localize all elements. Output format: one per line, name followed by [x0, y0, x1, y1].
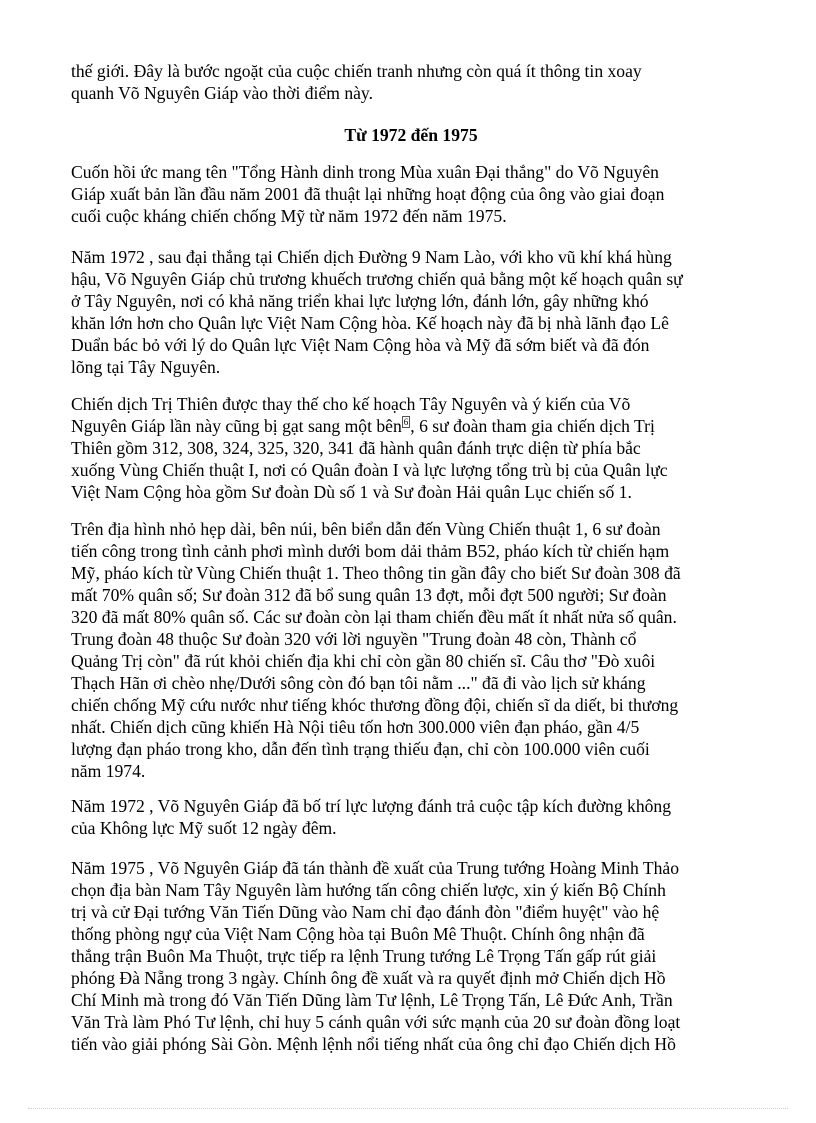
text-line: cuối cuộc kháng chiến chống Mỹ từ năm 1972 đến năm 1975.: [71, 206, 507, 226]
section-title: Từ 1972 đến 1975: [344, 125, 478, 145]
text-line: Duẩn bác bỏ với lý do Quân lực Việt Nam Cộng hòa và Mỹ đã sớm biết và đã đón: [71, 335, 650, 355]
paragraph-2: [71, 246, 751, 378]
footnote-reference-link[interactable]: 6: [403, 417, 409, 428]
text-line: phóng Đà Nẵng trong 3 ngày. Chính ông đề xuất và ra quyết định mở Chiến dịch Hồ: [71, 968, 666, 988]
text-line: Chiến dịch Trị Thiên được thay thế cho kế hoạch Tây Nguyên và ý kiến của Võ: [71, 394, 631, 414]
text-line: Chí Minh mà trong đó Văn Tiến Dũng làm Tư lệnh, Lê Trọng Tấn, Lê Đức Anh, Trần: [71, 990, 673, 1010]
text-line: chiến chống Mỹ cứu nước như tiếng khóc thương đồng đội, chiến sĩ da diết, bi thương: [71, 695, 679, 715]
text-line: tiến vào giải phóng Sài Gòn. Mệnh lệnh nổi tiếng nhất của ông chỉ đạo Chiến dịch Hồ: [71, 1034, 676, 1054]
text-line: Trung đoàn 48 thuộc Sư đoàn 320 với lời nguyền "Trung đoàn 48 còn, Thành cổ: [71, 629, 637, 649]
text-line: xuống Vùng Chiến thuật I, nơi có Quân đoàn I và lực lượng tổng trù bị của Quân lực: [71, 460, 668, 480]
text-line: Năm 1972 , sau đại thắng tại Chiến dịch Đường 9 Nam Lào, với kho vũ khí khá hùng: [71, 247, 672, 267]
text-line: lượng đạn pháo trong kho, dẫn đến tình trạng thiếu đạn, chỉ còn 100.000 viên cuối: [71, 739, 650, 759]
paragraph-4: [71, 518, 751, 782]
text-line: Giáp xuất bản lần đầu năm 2001 đã thuật lại những hoạt động của ông vào giai đoạn: [71, 184, 665, 204]
text-line: 320 đã mất 80% quân số. Các sư đoàn còn lại tham chiến đều mất ít nhất nửa số quân.: [71, 607, 677, 627]
text-segment: , 6 sư đoàn tham gia chiến dịch Trị: [410, 416, 655, 436]
text-line: lõng tại Tây Nguyên.: [71, 357, 221, 377]
text-line: Năm 1975 , Võ Nguyên Giáp đã tán thành đề xuất của Trung tướng Hoàng Minh Thảo: [71, 858, 679, 878]
text-line: Văn Trà làm Phó Tư lệnh, chỉ huy 5 cánh quân với sức mạnh của 20 sư đoàn đồng loạt: [71, 1012, 681, 1032]
text-line: quanh Võ Nguyên Giáp vào thời điểm này.: [71, 83, 373, 103]
text-line: ở Tây Nguyên, nơi có khả năng triển khai lực lượng lớn, đánh lớn, gây những khó: [71, 291, 649, 311]
text-line: khăn lớn hơn cho Quân lực Việt Nam Cộng hòa. Kế hoạch này đã bị nhà lãnh đạo Lê: [71, 313, 669, 333]
paragraph-5: [71, 795, 751, 839]
paragraph-1: [71, 161, 751, 227]
text-line: Cuốn hồi ức mang tên "Tổng Hành dinh trong Mùa xuân Đại thắng" do Võ Nguyên: [71, 162, 659, 182]
page-bottom-divider: [28, 1108, 788, 1109]
text-line: mất 70% quân số; Sư đoàn 312 đã bổ sung quân 13 đợt, mỗi đợt 500 người; Sư đoàn: [71, 585, 667, 605]
text-line: thống phòng ngự của Việt Nam Cộng hòa tại Buôn Mê Thuột. Chính ông nhận đã: [71, 924, 645, 944]
text-line: Mỹ, pháo kích từ Vùng Chiến thuật 1. Theo thông tin gần đây cho biết Sư đoàn 308 đã: [71, 563, 681, 583]
text-line: nhất. Chiến dịch cũng khiến Hà Nội tiêu tốn hơn 300.000 viên đạn pháo, gần 4/5: [71, 717, 640, 737]
text-line: Thạch Hãn ơi chèo nhẹ/Dưới sông còn đó bạn tôi nằm ..." đã đi vào lịch sử kháng: [71, 673, 646, 693]
paragraph-3: [71, 393, 751, 503]
text-line: Trên địa hình nhỏ hẹp dài, bên núi, bên biển dẫn đến Vùng Chiến thuật 1, 6 sư đoàn: [71, 519, 661, 539]
text-line: thế giới. Đây là bước ngoặt của cuộc chiến tranh nhưng còn quá ít thông tin xoay: [71, 61, 642, 81]
text-line: [71, 415, 751, 437]
text-segment: Nguyên Giáp lần này cũng bị gạt sang một bên: [71, 416, 402, 436]
text-line: Năm 1972 , Võ Nguyên Giáp đã bố trí lực lượng đánh trả cuộc tập kích đường không: [71, 796, 671, 816]
text-line: chọn địa bàn Nam Tây Nguyên làm hướng tấn công chiến lược, xin ý kiến Bộ Chính: [71, 880, 666, 900]
text-line: của Không lực Mỹ suốt 12 ngày đêm.: [71, 818, 337, 838]
text-line: thắng trận Buôn Ma Thuột, trực tiếp ra lệnh Trung tướng Lê Trọng Tấn gấp rút giải: [71, 946, 657, 966]
paragraph-6: [71, 857, 751, 1055]
text-line: trị và cử Đại tướng Văn Tiến Dũng vào Nam chỉ đạo đánh đòn "điểm huyệt" vào hệ: [71, 902, 660, 922]
text-line: Việt Nam Cộng hòa gồm Sư đoàn Dù số 1 và Sư đoàn Hải quân Lục chiến số 1.: [71, 482, 632, 502]
text-line: năm 1974.: [71, 761, 146, 781]
text-line: Quảng Trị còn" đã rút khỏi chiến địa khi chỉ còn gần 80 chiến sĩ. Câu thơ "Đò xuôi: [71, 651, 656, 671]
text-line: hậu, Võ Nguyên Giáp chủ trương khuếch trương chiến quả bằng một kế hoạch quân sự: [71, 269, 683, 289]
intro-paragraph: [71, 60, 751, 104]
text-line: tiến công trong tình cảnh phơi mình dưới bom dải thảm B52, pháo kích từ chiến hạm: [71, 541, 670, 561]
text-line: Thiên gồm 312, 308, 324, 325, 320, 341 đã hành quân đánh trực diện từ phía bắc: [71, 438, 641, 458]
